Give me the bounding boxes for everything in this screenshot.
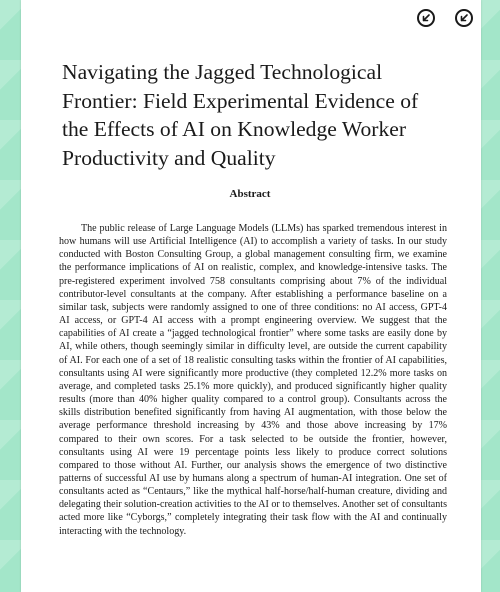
- abstract-text: The public release of Large Language Models (LLMs) has sparked tremendous interest in how humans will use Artificial Intelligence (AI) to accomplish a variety of tasks. In our study conducted with Boston Consulting Group, a global management consulting firm, we examine the performance implications of AI on realistic, complex, and knowledge-intensive tasks. The pre-registered experiment involved 758 consultants comprising about 7% of the individual contributor-level consultants at the company. After establishing a performance baseline on a similar task, subjects were randomly assigned to one of three conditions: no AI access, GPT-4 AI access, or GPT-4 AI access with a prompt engineering overview. We suggest that the capabilities of AI create a “jagged technological frontier” where some tasks are easily done by AI, while others, though seemingly similar in difficulty level, are outside the current capability of AI. For each one of a set of 18 realistic consulting tasks within the frontier of AI capabilities, consultants using AI were significantly more productive (they completed 12.2% more tasks on average, and completed tasks 25.1% more quickly), and produced significantly higher quality results (more than 40% higher quality compared to a control group). Consultants across the skills distribution benefited significantly from having AI augmentation, with those below the average performance threshold increasing by 43% and those above increasing by 17% compared to their own scores. For a task selected to be outside the frontier, however, consultants using AI were 19 percentage points less likely to produce correct solutions compared to those without AI. Further, our analysis shows the emergence of two distinctive patterns of successful AI use by humans along a spectrum of human-AI integration. One set of consultants acted as “Centaurs,” like the mythical half-horse/half-human creature, dividing and delegating their solution-creation activities to the AI or to themselves. Another set of consultants acted more like “Cyborgs,” completely integrating their task flow with the AI and continually interacting with the technology.: [59, 223, 447, 537]
- minimize-button[interactable]: [455, 9, 473, 27]
- arrow-down-left-icon: [421, 13, 431, 23]
- collapse-button[interactable]: [417, 9, 435, 27]
- paper-title: Navigating the Jagged Technological Frontier: Field Experimental Evidence of the Effects of AI on Knowledge Worker Productivity and Quality: [62, 60, 419, 170]
- arrow-down-left-icon: [459, 13, 469, 23]
- abstract-heading: Abstract: [229, 188, 271, 200]
